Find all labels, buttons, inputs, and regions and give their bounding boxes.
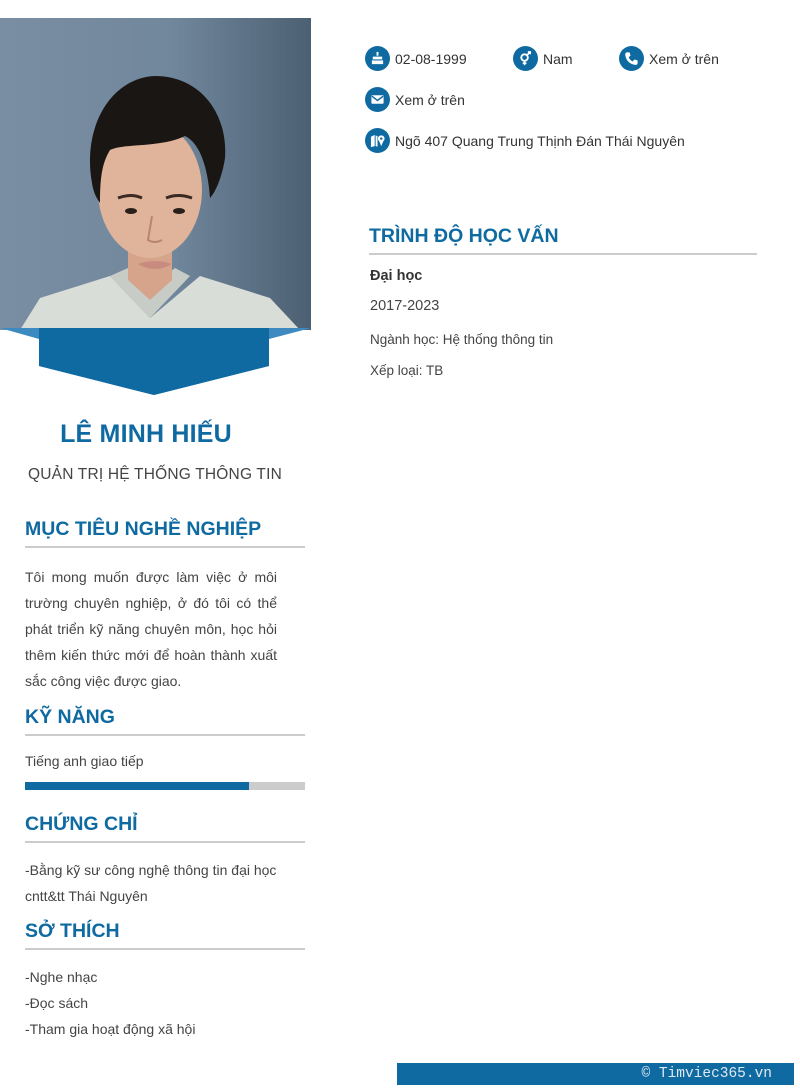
address-value: Ngõ 407 Quang Trung Thịnh Đán Thái Nguyên xyxy=(395,132,685,149)
objective-heading: MỤC TIÊU NGHỀ NGHIỆP xyxy=(25,516,305,548)
job-title: QUẢN TRỊ HỆ THỐNG THÔNG TIN xyxy=(28,466,282,483)
education-heading: TRÌNH ĐỘ HỌC VẤN xyxy=(369,223,757,255)
footer-watermark: © Timviec365.vn xyxy=(397,1063,794,1085)
skill-level-fill xyxy=(25,782,249,790)
phone-value: Xem ở trên xyxy=(649,50,719,67)
contact-phone xyxy=(619,46,719,71)
education-degree: Đại học xyxy=(370,268,423,284)
objective-text: Tôi mong muốn được làm việc ở môi trường chuyên nghiệp, ở đó tôi có thể phát triển kỹ năng chuyên môn, học hỏi thêm kiến thức mới để hoàn thành xuất sắc công việc được giao. xyxy=(25,569,277,689)
birthday-value: 02-08-1999 xyxy=(395,50,467,67)
map-pin-icon xyxy=(365,128,390,153)
contact-address xyxy=(365,128,685,153)
candidate-name: LÊ MINH HIẾU xyxy=(60,420,232,448)
phone-icon xyxy=(619,46,644,71)
profile-photo xyxy=(0,18,311,330)
contact-birthday xyxy=(365,46,467,71)
contact-email xyxy=(365,87,465,112)
portrait-illustration xyxy=(0,18,311,330)
hobbies-heading: SỞ THÍCH xyxy=(25,918,305,950)
hobby-list xyxy=(25,964,195,1042)
hobby-item: -Đọc sách xyxy=(25,995,89,1011)
envelope-icon xyxy=(365,87,390,112)
education-years: 2017-2023 xyxy=(370,298,440,314)
gender-value: Nam xyxy=(543,50,573,67)
name-ribbon-decoration xyxy=(0,328,311,398)
birthday-cake-icon xyxy=(365,46,390,71)
certificate-text: -Bằng kỹ sư công nghệ thông tin đại học cntt&tt Thái Nguyên xyxy=(25,862,277,904)
email-value: Xem ở trên xyxy=(395,91,465,108)
skills-heading: KỸ NĂNG xyxy=(25,704,305,736)
hobby-item: -Tham gia hoạt động xã hội xyxy=(25,1021,196,1037)
skill-level-bar xyxy=(25,782,305,790)
education-rank: Xếp loại: TB xyxy=(370,363,444,378)
hobby-item: -Nghe nhạc xyxy=(25,969,98,985)
contact-gender xyxy=(513,46,573,71)
certificates-heading: CHỨNG CHỈ xyxy=(25,811,305,843)
gender-icon xyxy=(513,46,538,71)
skill-name: Tiếng anh giao tiếp xyxy=(25,753,144,769)
education-major: Ngành học: Hệ thống thông tin xyxy=(370,332,554,347)
